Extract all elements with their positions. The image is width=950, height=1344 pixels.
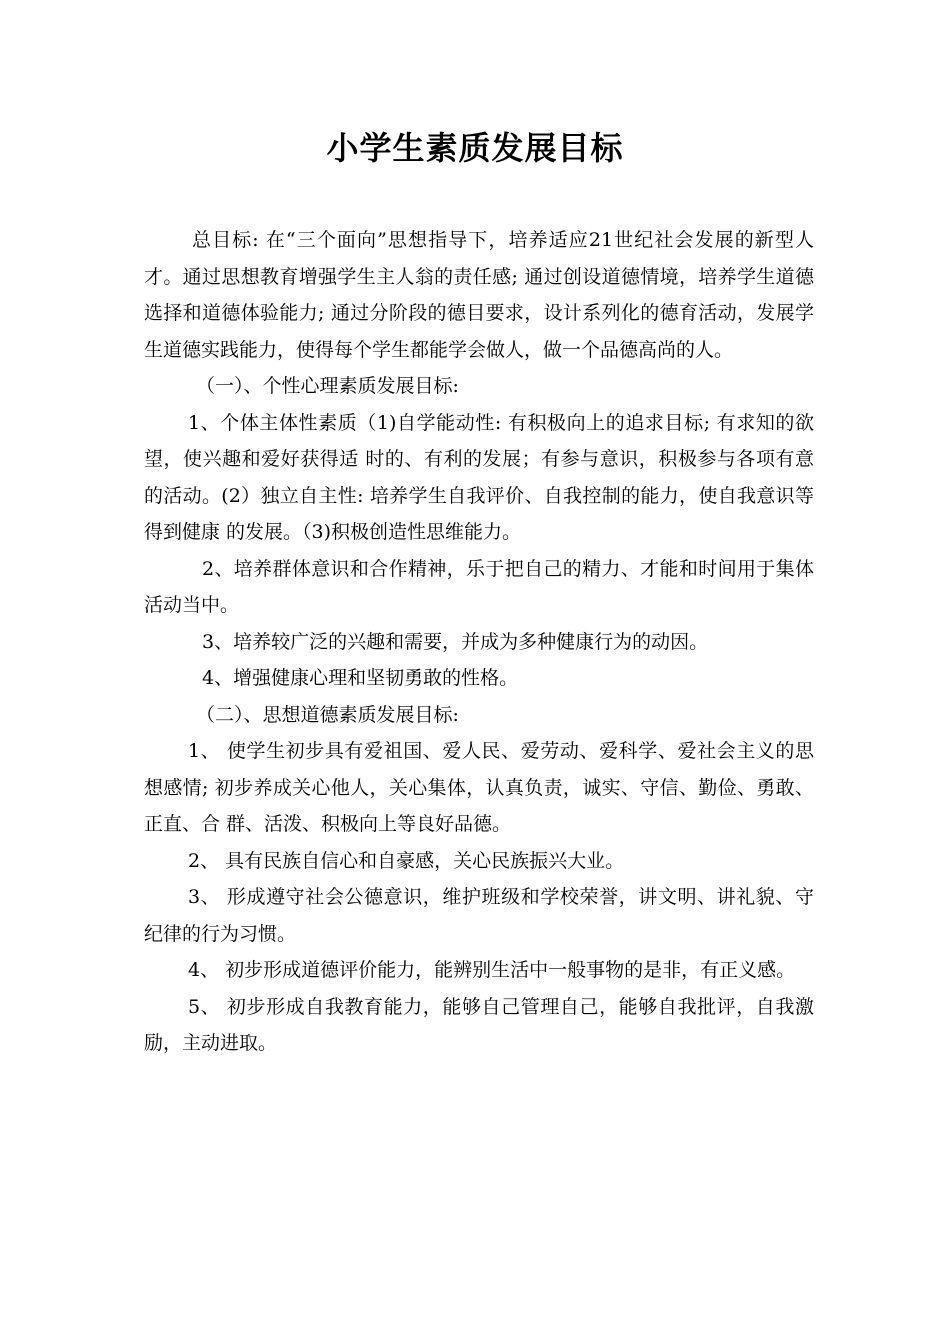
paragraph-overall-goal: 总目标: 在“三个面向”思想指导下，培养适应21世纪社会发展的新型人才。通过思想教育增强学生主人翁的责任感; 通过创设道德情境，培养学生道德选择和道德体验能力; 通过分阶段的德目要求，设计系列化的德育活动，发展学生道德实践能力，使得每个学生都能学会做人，做一个品德高尚的人。 — [144, 229, 814, 361]
paragraph-psych-item-3: 3、培养较广泛的兴趣和需要，并成为多种健康行为的动因。 — [202, 630, 709, 653]
paragraph-moral-item-3: 3、 形成遵守社会公德意识，维护班级和学校荣誉，讲文明、讲礼貌、守纪律的行为习惯。 — [144, 886, 814, 945]
paragraph-moral-item-2: 2、 具有民族自信心和自豪感，关心民族振兴大业。 — [188, 849, 625, 872]
document-body — [144, 222, 814, 1062]
paragraph-moral-item-5: 5、 初步形成自我教育能力，能够自己管理自己，能够自我批评，自我激励，主动进取。 — [144, 995, 814, 1054]
paragraph-psych-item-2: 2、培养群体意识和合作精神，乐于把自己的精力、才能和时间用于集体活动当中。 — [144, 557, 814, 616]
paragraph-psych-item-1: 1、个体主体性素质（1)自学能动性: 有积极向上的追求目标; 有求知的欲望，使兴趣和爱好获得适 时的、有利的发展；有参与意识，积极参与各项有意的活动。(2）独立自主性: 培养学生自我评价、自我控制的能力，使自我意识等得到健康 的发展。（3)积极创造性思维能力。 — [144, 411, 814, 543]
page-title: 小学生素质发展目标 — [326, 129, 624, 167]
paragraph-moral-item-1: 1、 使学生初步具有爱祖国、爱人民、爱劳动、爱科学、爱社会主义的思想感情; 初步养成关心他人，关心集体，认真负责，诚实、守信、勤俭、勇敢、正直、合 群、活泼、积极向上等良好品德。 — [144, 740, 814, 835]
paragraph-psych-item-4: 4、增强健康心理和坚韧勇敢的性格。 — [202, 667, 519, 689]
section-heading-psychological: （一）、个性心理素质发展目标: — [196, 375, 459, 397]
paragraph-moral-item-4: 4、 初步形成道德评价能力，能辨别生活中一般事物的是非，有正义感。 — [188, 959, 796, 981]
section-heading-moral: （二）、思想道德素质发展目标: — [196, 703, 459, 726]
